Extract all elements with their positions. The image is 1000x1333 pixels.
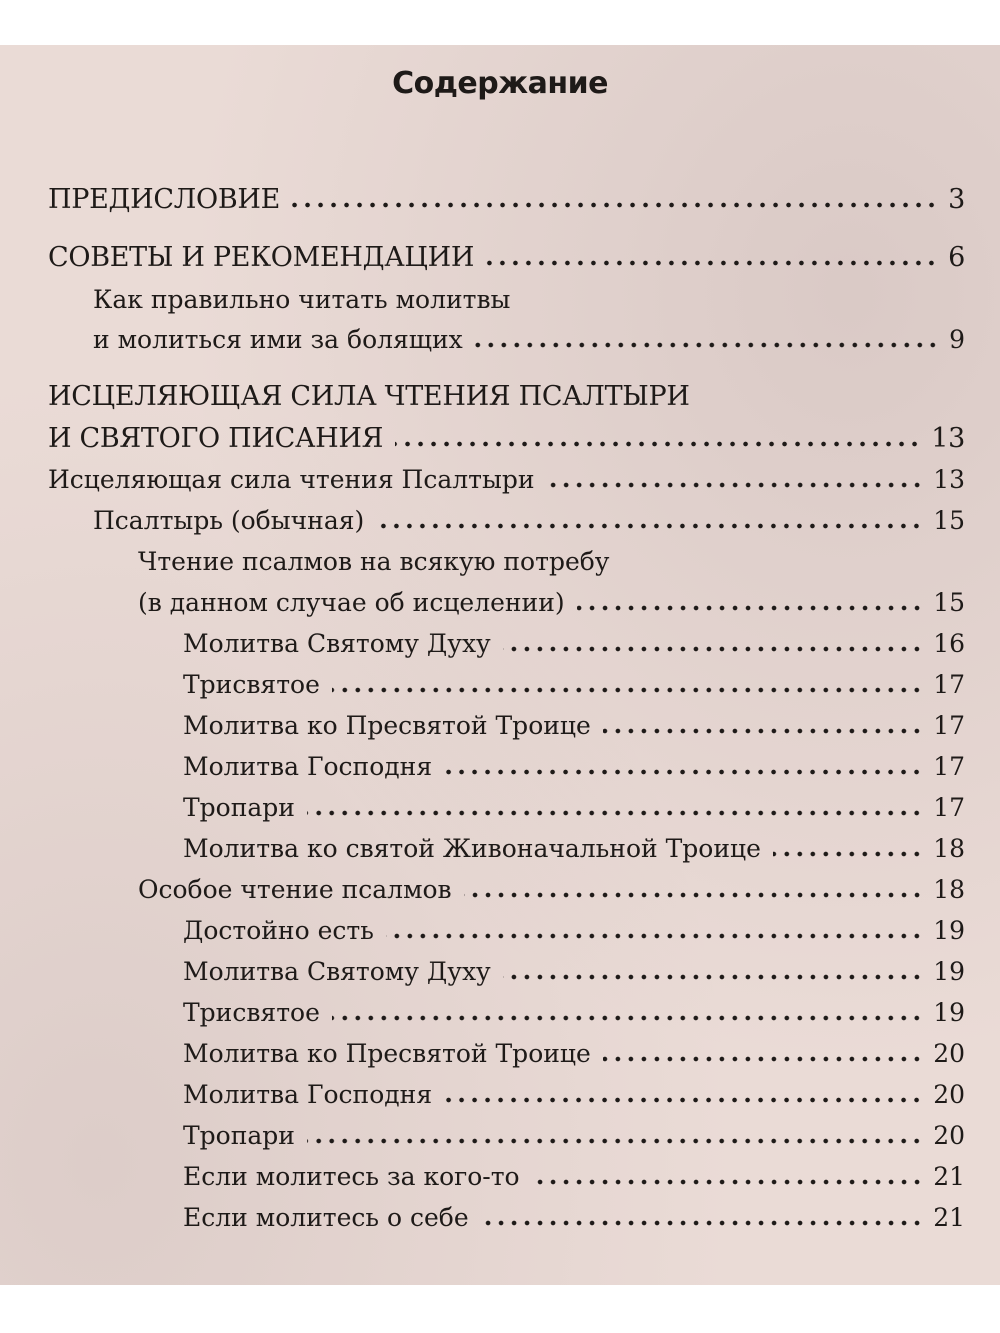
dot-leader (481, 1220, 924, 1226)
dot-leader (307, 1138, 923, 1144)
toc-page-number: 13 (931, 423, 965, 454)
toc-entry-label: Молитва Святому Духу (183, 629, 491, 658)
toc-entry-label-line1: Чтение псалмов на всякую потребу (138, 547, 610, 576)
toc-entry-label: Исцеляющая сила чтения Псалтыри (48, 465, 535, 494)
toc-page-number: 17 (933, 793, 965, 822)
toc-page-number: 6 (948, 242, 965, 273)
toc-entry-label: Трисвятое (183, 998, 320, 1027)
toc-entry-label: ПРЕДИСЛОВИЕ (48, 184, 281, 215)
dot-leader (577, 605, 924, 611)
toc-page-number: 16 (933, 629, 965, 658)
toc-page-number: 15 (933, 506, 965, 535)
toc-page-number: 21 (933, 1203, 965, 1232)
toc-entry-label: Молитва ко Пресвятой Троице (183, 711, 591, 740)
toc-entry-label: Тропари (183, 793, 295, 822)
toc-page-number: 20 (933, 1080, 965, 1109)
toc-entry-label: Если молитесь о себе (183, 1203, 469, 1232)
toc-entry (183, 660, 965, 700)
toc-page-number: 17 (933, 670, 965, 699)
toc-entry (183, 824, 965, 864)
dot-leader (332, 687, 923, 693)
toc-entry (183, 742, 965, 782)
toc-entry-label: Трисвятое (183, 670, 320, 699)
toc-page-number: 19 (933, 916, 965, 945)
dot-leader (603, 728, 923, 734)
dot-leader (464, 892, 924, 898)
dot-leader (532, 1179, 924, 1185)
toc-entry-label: СОВЕТЫ И РЕКОМЕНДАЦИИ (48, 242, 475, 273)
dot-leader (444, 1097, 923, 1103)
toc-entry (93, 496, 965, 536)
dot-leader (547, 482, 924, 488)
dot-leader (307, 810, 923, 816)
toc-entry (183, 619, 965, 659)
toc-entry-label: Псалтырь (обычная) (93, 506, 365, 535)
dot-leader (773, 851, 923, 857)
toc-entry-label: Молитва ко Пресвятой Троице (183, 1039, 591, 1068)
toc-entry (183, 1070, 965, 1110)
toc-page-number: 9 (949, 325, 965, 354)
toc-entry-label: Молитва Святому Духу (183, 957, 491, 986)
toc-entry-how-to-read (93, 315, 965, 355)
toc-entry-advice (48, 233, 965, 273)
toc-entry-label: Молитва Господня (183, 752, 433, 781)
toc-page-number: 19 (933, 957, 965, 986)
toc-entry-label: Достойно есть (183, 916, 374, 945)
dot-leader (486, 260, 938, 266)
toc-page-number: 21 (933, 1162, 965, 1191)
dot-leader (475, 342, 939, 348)
toc-page-number: 15 (933, 588, 965, 617)
toc-entry-label: Молитва Господня (183, 1080, 433, 1109)
toc-entry (183, 783, 965, 823)
toc-entry (183, 701, 965, 741)
dot-leader (444, 769, 923, 775)
toc-entry (183, 1029, 965, 1069)
dot-leader (376, 523, 923, 529)
toc-page-number: 20 (933, 1121, 965, 1150)
toc-entry-foreword (48, 175, 965, 215)
toc-entry (183, 906, 965, 946)
dot-leader (332, 1015, 923, 1021)
toc-entry-label-line1: Как правильно читать молитвы (93, 285, 511, 314)
toc-entry-label: Тропари (183, 1121, 295, 1150)
toc-page-number: 18 (933, 834, 965, 863)
toc-page-number: 17 (933, 752, 965, 781)
toc-entry (183, 1152, 965, 1192)
toc-entry (183, 1193, 965, 1233)
dot-leader (292, 202, 938, 208)
toc-page-number: 20 (933, 1039, 965, 1068)
dot-leader (603, 1056, 923, 1062)
toc-entry-label: и молиться ими за болящих (93, 325, 463, 354)
toc-entry-label: И СВЯТОГО ПИСАНИЯ (48, 423, 384, 454)
toc-entry-label: Молитва ко святой Живоначальной Троице (183, 834, 761, 863)
toc-entry-label: Особое чтение псалмов (138, 875, 452, 904)
toc-entry-label: (в данном случае об исцелении) (138, 588, 565, 617)
toc-page-number: 17 (933, 711, 965, 740)
toc-page-number: 19 (933, 998, 965, 1027)
toc-page-number: 13 (933, 465, 965, 494)
page-title: Содержание (392, 66, 608, 101)
toc-entry-label-line1: ИСЦЕЛЯЮЩАЯ СИЛА ЧТЕНИЯ ПСАЛТЫРИ (48, 381, 690, 412)
toc-entry (138, 578, 965, 618)
toc-page-number: 18 (933, 875, 965, 904)
dot-leader (395, 441, 921, 447)
toc-entry (183, 988, 965, 1028)
toc-entry (183, 1111, 965, 1151)
toc-entry-healing-power (48, 414, 965, 454)
dot-leader (503, 646, 923, 652)
toc-entry (183, 947, 965, 987)
toc-entry-label: Если молитесь за кого-то (183, 1162, 520, 1191)
toc-entry (48, 455, 965, 495)
dot-leader (386, 933, 923, 939)
toc-page-number: 3 (948, 184, 965, 215)
toc-entry (138, 865, 965, 905)
dot-leader (503, 974, 923, 980)
